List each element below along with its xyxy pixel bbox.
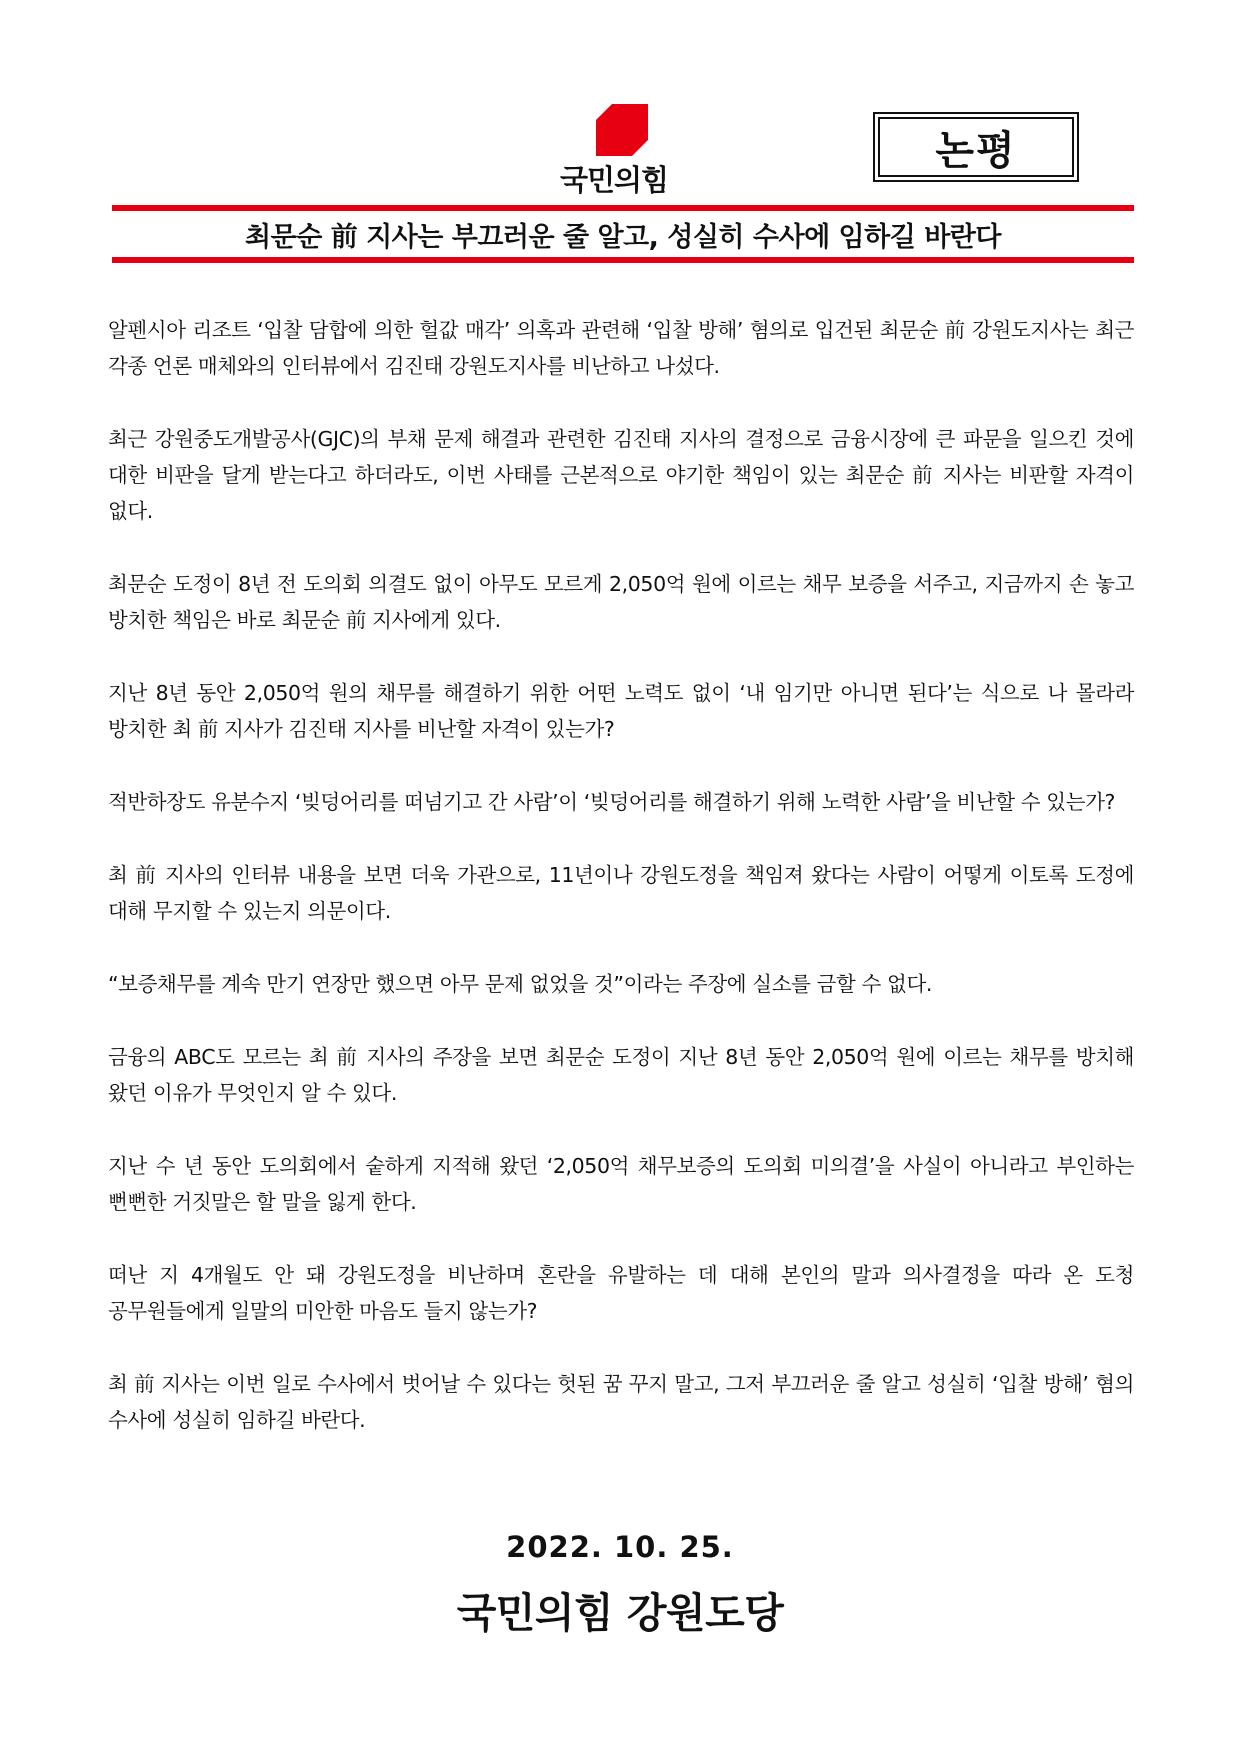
document-type-badge: 논평 bbox=[873, 112, 1079, 182]
party-logo-text: 국민의힘 bbox=[559, 163, 669, 197]
headline-bottom-rule bbox=[112, 257, 1134, 263]
paragraph-2: 최근 강원중도개발공사(GJC)의 부채 문제 해결과 관련한 김진태 지사의 결정으로 금융시장에 큰 파문을 일으킨 것에 대한 비판을 달게 받는다고 하더라도, 이번 사태를 근본적으로 야기한 책임이 있는 최문순 前 지사는 비판할 자격이 없다. bbox=[108, 427, 1134, 523]
headline: 최문순 前 지사는 부끄러운 줄 알고, 성실히 수사에 임하길 바란다 bbox=[245, 221, 1001, 253]
paragraph-5: 적반하장도 유분수지 ‘빚덩어리를 떠넘기고 간 사람’이 ‘빚덩어리를 해결하기 위해 노력한 사람’을 비난할 수 있는가? bbox=[108, 790, 1115, 814]
party-logo-icon bbox=[596, 104, 648, 156]
paragraph-1: 알펜시아 리조트 ‘입찰 담합에 의한 헐값 매각’ 의혹과 관련해 ‘입찰 방해’ 혐의로 입건된 최문순 前 강원도지사는 최근 각종 언론 매체와의 인터뷰에서 김진태 강원도지사를 비난하고 나섰다. bbox=[108, 318, 1134, 378]
issuing-organization: 국민의힘 강원도당 bbox=[456, 1589, 784, 1637]
commentary-body bbox=[108, 312, 1134, 1475]
party-logo bbox=[544, 104, 684, 204]
paragraph-7: “보증채무를 계속 만기 연장만 했으면 아무 문제 없었을 것”이라는 주장에 실소를 금할 수 없다. bbox=[108, 972, 932, 996]
paragraph-10: 떠난 지 4개월도 안 돼 강원도정을 비난하며 혼란을 유발하는 데 대해 본인의 말과 의사결정을 따라 온 도청 공무원들에게 일말의 미안한 마음도 들지 않는가? bbox=[108, 1263, 1134, 1323]
paragraph-8: 금융의 ABC도 모르는 최 前 지사의 주장을 보면 최문순 도정이 지난 8년 동안 2,050억 원에 이르는 채무를 방치해 왔던 이유가 무엇인지 알 수 있다. bbox=[108, 1045, 1134, 1105]
issue-date: 2022. 10. 25. bbox=[506, 1530, 734, 1564]
paragraph-11: 최 前 지사는 이번 일로 수사에서 벗어날 수 있다는 헛된 꿈 꾸지 말고, 그저 부끄러운 줄 알고 성실히 ‘입찰 방해’ 혐의 수사에 성실히 임하길 바란다. bbox=[108, 1372, 1134, 1432]
paragraph-4: 지난 8년 동안 2,050억 원의 채무를 해결하기 위한 어떤 노력도 없이 ‘내 임기만 아니면 된다’는 식으로 나 몰라라 방치한 최 前 지사가 김진태 지사를 비난할 자격이 있는가? bbox=[108, 681, 1134, 741]
paragraph-3: 최문순 도정이 8년 전 도의회 의결도 없이 아무도 모르게 2,050억 원에 이르는 채무 보증을 서주고, 지금까지 손 놓고 방치한 책임은 바로 최문순 前 지사에게 있다. bbox=[108, 572, 1134, 632]
paragraph-9: 지난 수 년 동안 도의회에서 숱하게 지적해 왔던 ‘2,050억 채무보증의 도의회 미의결’을 사실이 아니라고 부인하는 뻔뻔한 거짓말은 할 말을 잃게 한다. bbox=[108, 1154, 1134, 1214]
paragraph-6: 최 前 지사의 인터뷰 내용을 보면 더욱 가관으로, 11년이나 강원도정을 책임져 왔다는 사람이 어떻게 이토록 도정에 대해 무지할 수 있는지 의문이다. bbox=[108, 863, 1134, 923]
